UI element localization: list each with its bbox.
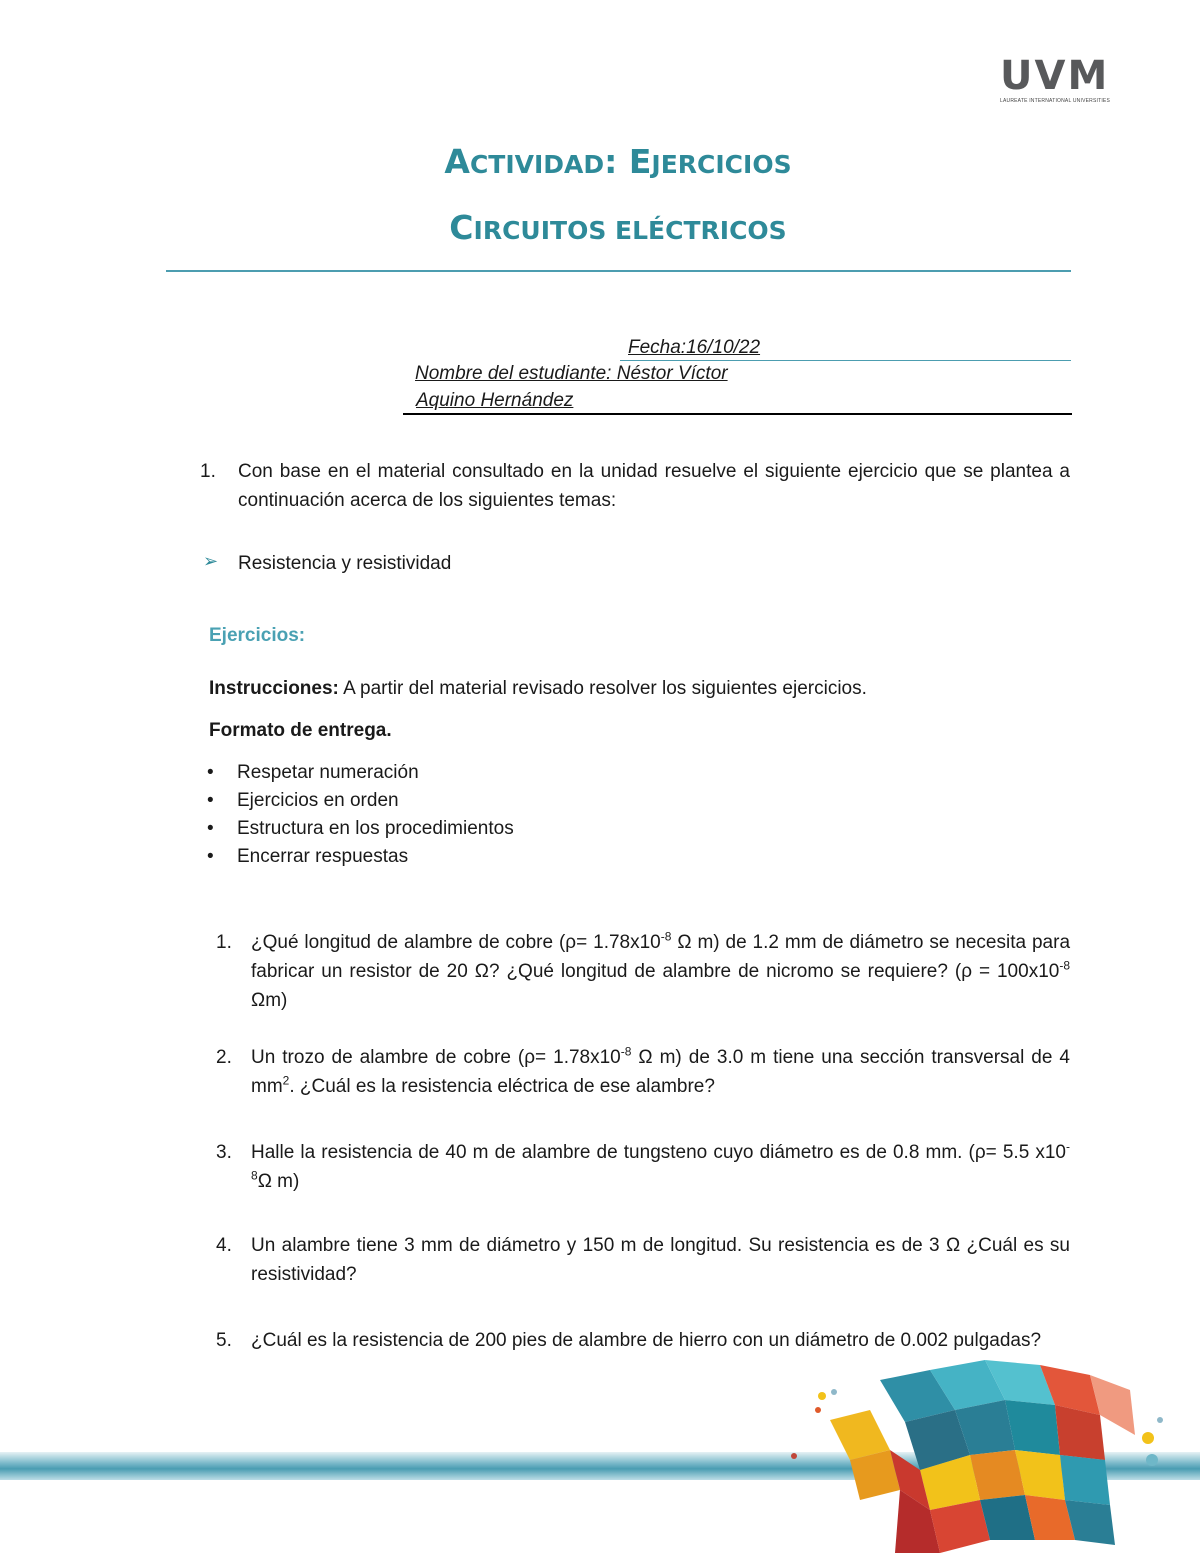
bullet-dot-icon: • [207,818,214,839]
student-name-continued: Aquino Hernández [416,390,574,411]
uvm-logo [1000,53,1128,104]
date-field: Fecha:16/10/22 [628,337,761,358]
intro-number: 1. [200,461,216,482]
exercise-item [216,1231,1070,1289]
student-name-label: Nombre del estudiante: Néstor Víctor [415,363,728,384]
page-subtitle [0,208,1200,247]
subtitle-cap: C [449,208,474,247]
decorative-cubes [790,1360,1200,1553]
exercise-item [216,928,1070,1015]
arrow-bullet-icon: ➢ [203,551,219,571]
bullet-dot-icon: • [207,790,214,811]
exercise-item [216,1043,1070,1101]
title-divider [166,270,1071,272]
exercise-number: 4. [216,1235,232,1256]
format-heading: Formato de entrega. [209,720,392,741]
exercise-text: Un alambre tiene 3 mm de diámetro y 150 m de longitud. Su resistencia es de 3 Ω ¿Cuál es su resistividad? [251,1235,1070,1285]
logo-tagline: LAUREATE INTERNATIONAL UNIVERSITIES [1000,98,1110,104]
instructions-text: A partir del material revisado resolver los siguientes ejercicios. [338,678,867,699]
list-item-text: Encerrar respuestas [237,846,409,867]
list-item-text: Estructura en los procedimientos [237,818,514,839]
name-underline [403,413,1072,415]
title-rest: JERCICIOS [651,150,792,179]
logo-wordmark: UVM [1000,53,1110,99]
exercise-number: 3. [216,1142,232,1163]
exercise-number: 1. [216,932,232,953]
title-rest: CTIVIDAD [469,150,605,179]
list-item-text: Ejercicios en orden [237,790,399,811]
title-cap: E [628,142,652,181]
list-item-text: Respetar numeración [237,762,419,783]
exercise-text: ¿Cuál es la resistencia de 200 pies de alambre de hierro con un diámetro de 0.002 pulgadas? [251,1330,1042,1351]
bullet-dot-icon: • [207,762,214,783]
exercise-text: Halle la resistencia de 40 m de alambre de tungsteno cuyo diámetro es de 0.8 mm. (ρ= 5.5 $x10^{-8}\Omega$ m) [251,1139,1070,1192]
exercise-item [216,1138,1070,1196]
intro-text: Con base en el material consultado en la unidad resuelve el siguiente ejercicio que se plantea a continuación acerca de los siguientes temas: [238,461,1070,511]
title-colon: : [604,142,629,181]
date-underline [620,360,1071,361]
subtitle-rest: IRCUITOS ELÉCTRICOS [473,216,787,245]
exercise-item [216,1326,1070,1355]
exercise-text: Un trozo de alambre de cobre ($\rho= 1.78x10^{-8}$ Ω m) de 3.0 m tiene una sección transversal de 4 $mm^2$. ¿Cuál es la resistencia eléctrica de ese alambre? [251,1044,1070,1097]
bullet-dot-icon: • [207,846,214,867]
page-title [0,142,1200,181]
title-cap: A [444,142,470,181]
exercise-number: 2. [216,1047,232,1068]
instructions-label: Instrucciones: [209,678,339,699]
exercise-number: 5. [216,1330,232,1351]
exercise-text: ¿Qué longitud de alambre de cobre ($\rho= 1.78x10^{-8}$ Ω m) de 1.2 mm de diámetro se necesita para fabricar un resistor de 20 Ω? ¿Qué longitud de alambre de nicromo se requiere? ($\rho = 100x10^{-8}$ Ωm) [251,929,1071,1011]
topic-item: Resistencia y resistividad [238,553,452,574]
instructions [209,674,867,703]
exercises-heading: Ejercicios: [209,625,306,646]
